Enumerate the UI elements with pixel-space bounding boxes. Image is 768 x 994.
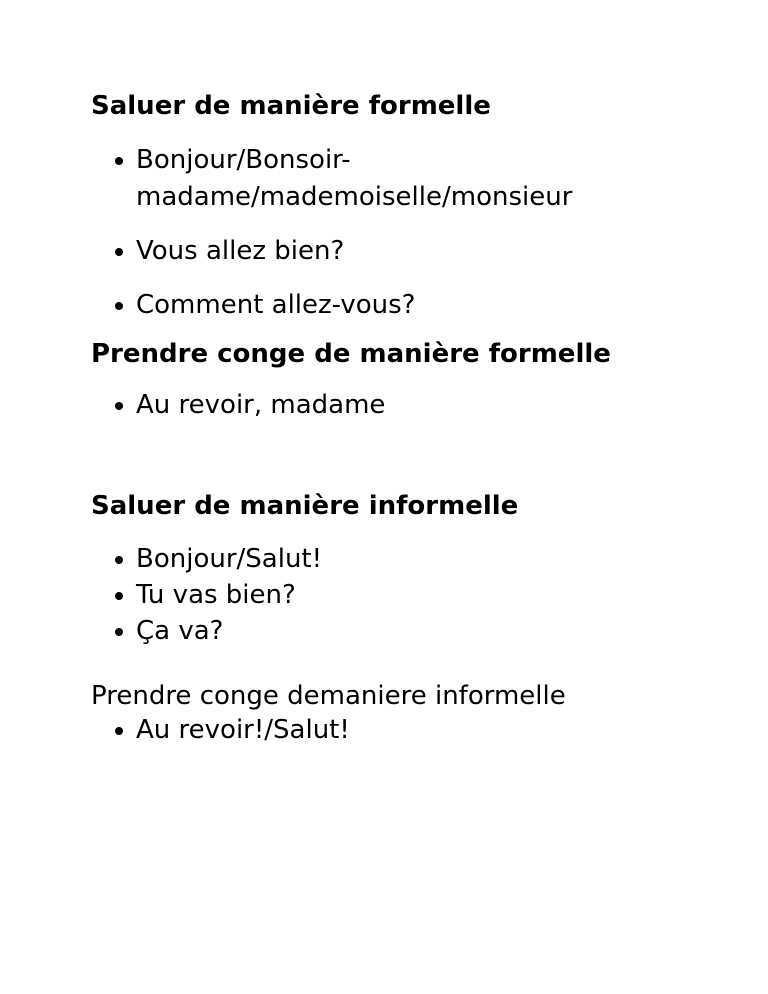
list-item: Ça va? [0,613,322,649]
informal-greeting-list [0,541,322,649]
list-item: Bonjour/Bonsoir- madame/mademoiselle/monsieur [0,142,572,216]
heading-informal-farewell: Prendre conge demaniere informelle [91,681,566,711]
list-item: Vous allez bien? [0,233,572,270]
list-item: Tu vas bien? [0,577,322,613]
heading-informal-greeting: Saluer de manière informelle [91,491,519,521]
list-item: Au revoir!/Salut! [0,712,350,749]
informal-farewell-list [0,712,350,749]
formal-greeting-list [0,142,572,341]
list-item: Bonjour/Salut! [0,541,322,577]
heading-formal-greeting: Saluer de manière formelle [91,91,491,121]
list-item: Comment allez-vous? [0,287,572,324]
formal-farewell-list [0,387,385,424]
list-item: Au revoir, madame [0,387,385,424]
heading-formal-farewell: Prendre conge de manière formelle [91,339,611,369]
